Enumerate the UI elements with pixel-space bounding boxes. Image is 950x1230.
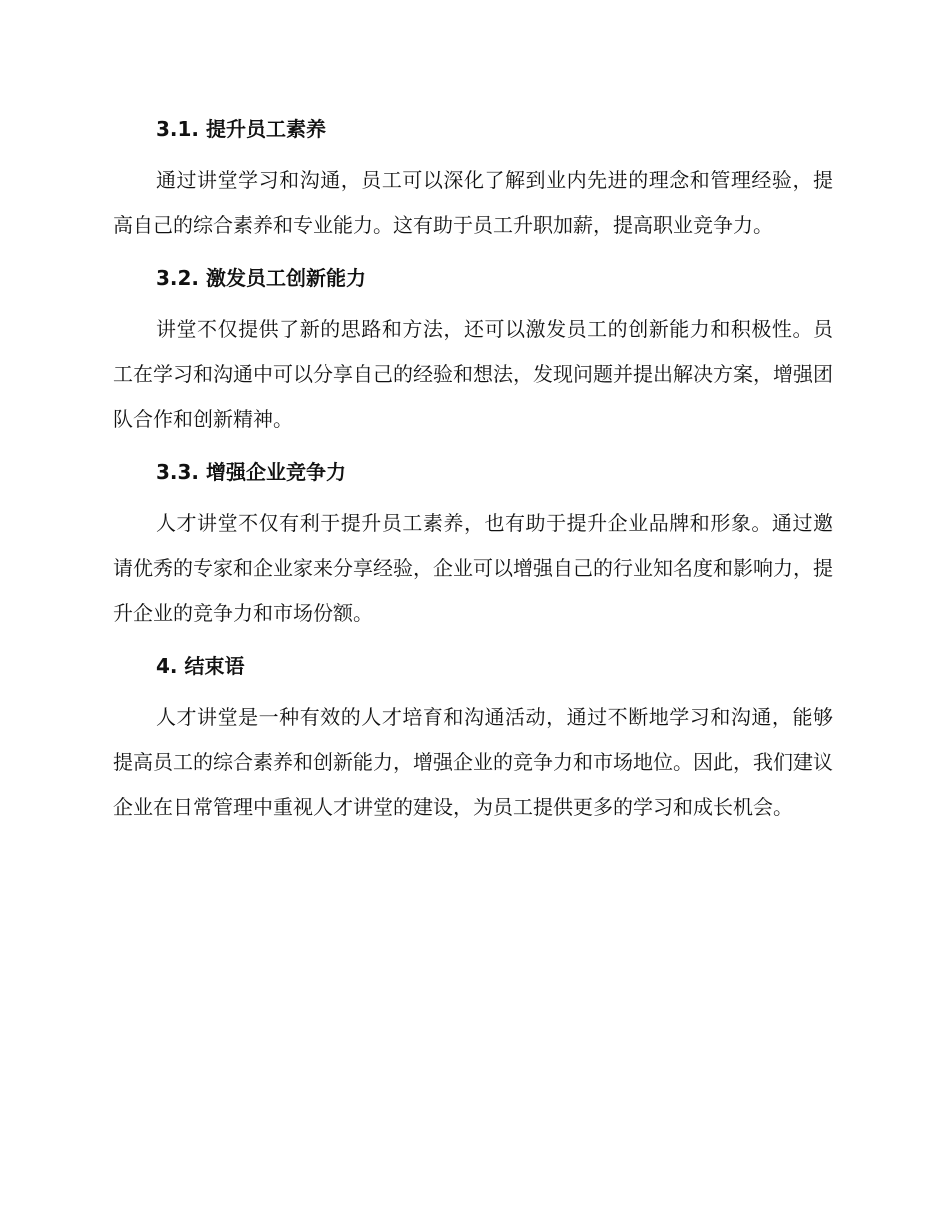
section-paragraph: 通过讲堂学习和沟通，员工可以深化了解到业内先进的理念和管理经验，提高自己的综合素养和专业能力。这有助于员工升职加薪，提高职业竞争力。 (113, 168, 833, 237)
document-page (113, 112, 833, 843)
section-paragraph: 讲堂不仅提供了新的思路和方法，还可以激发员工的创新能力和积极性。员工在学习和沟通中可以分享自己的经验和想法，发现问题并提出解决方案，增强团队合作和创新精神。 (113, 317, 833, 431)
section-paragraph: 人才讲堂不仅有利于提升员工素养，也有助于提升企业品牌和形象。通过邀请优秀的专家和企业家来分享经验，企业可以增强自己的行业知名度和影响力，提升企业的竞争力和市场份额。 (113, 511, 833, 625)
section-paragraph: 人才讲堂是一种有效的人才培育和沟通活动，通过不断地学习和沟通，能够提高员工的综合素养和创新能力，增强企业的竞争力和市场地位。因此，我们建议企业在日常管理中重视人才讲堂的建设，为员工提供更多的学习和成长机会。 (113, 705, 833, 819)
section-heading: 4. 结束语 (156, 654, 245, 678)
section-heading: 3.3. 增强企业竞争力 (156, 460, 346, 484)
section-3-1 (113, 112, 833, 248)
section-3-3 (113, 455, 833, 636)
section-4 (113, 649, 833, 830)
section-heading: 3.1. 提升员工素养 (156, 117, 326, 141)
section-3-2 (113, 261, 833, 442)
section-heading: 3.2. 激发员工创新能力 (156, 266, 366, 290)
